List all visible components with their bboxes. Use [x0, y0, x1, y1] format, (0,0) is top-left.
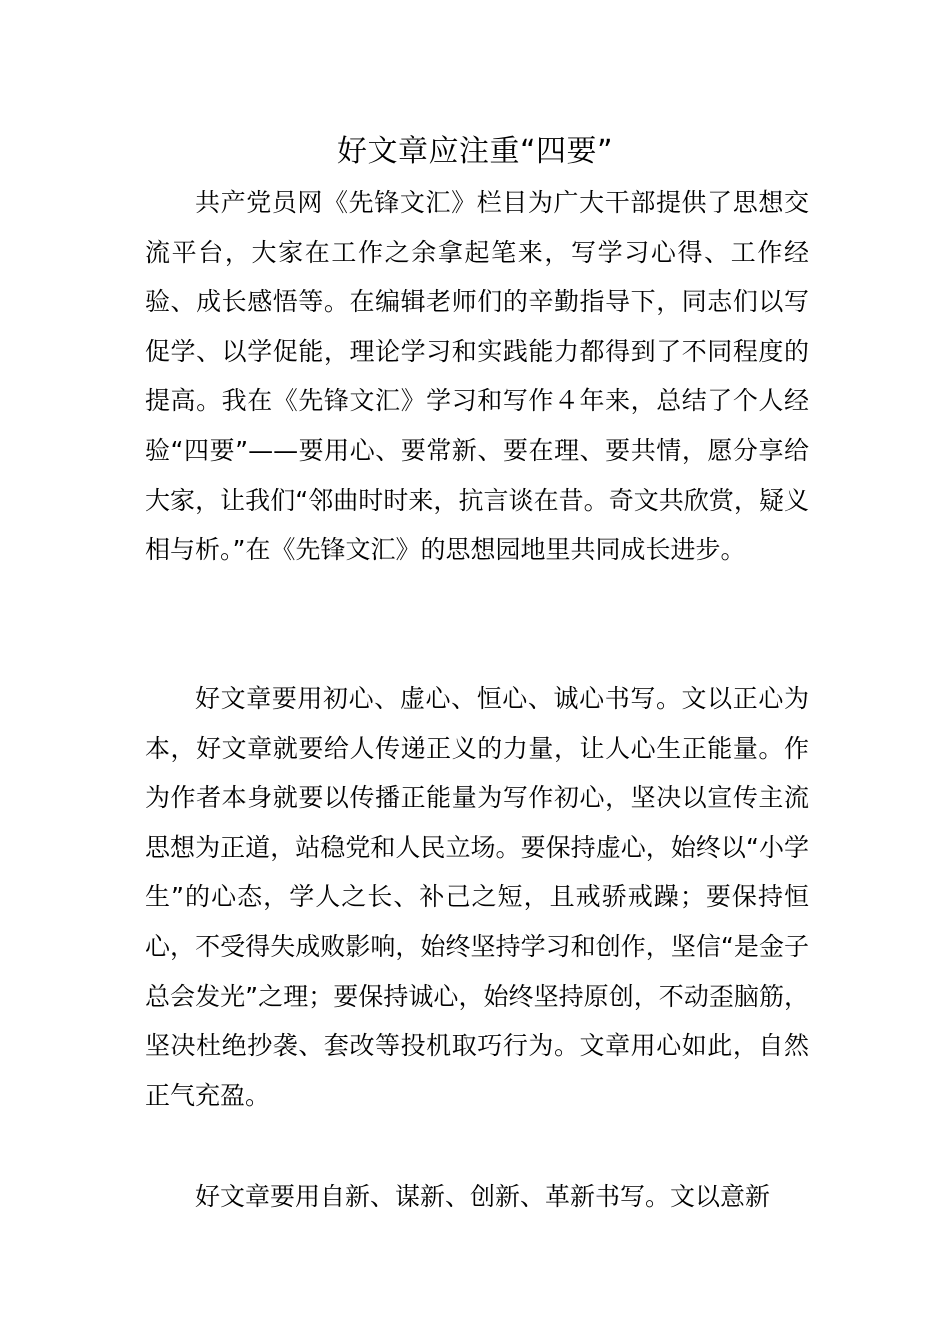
- paragraph-intro: 共产党员网《先锋文汇》栏目为广大干部提供了思想交流平台，大家在工作之余拿起笔来，写学习心得、工作经验、成长感悟等。在编辑老师们的辛勤指导下，同志们以写促学、以学促能，理论学习和实践能力都得到了不同程度的提高。我在《先锋文汇》学习和写作４年来，总结了个人经验“四要”——要用心、要常新、要在理、要共情，愿分享给大家，让我们“邻曲时时来，抗言谈在昔。奇文共欣赏，疑义相与析。”在《先锋文汇》的思想园地里共同成长进步。: [145, 188, 809, 565]
- paragraph-heart: 好文章要用初心、虚心、恒心、诚心书写。文以正心为本，好文章就要给人传递正义的力量，让人心生正能量。作为作者本身就要以传播正能量为写作初心，坚决以宣传主流思想为正道，站稳党和人民立场。要保持虚心，始终以“小学生”的心态，学人之长、补己之短，且戒骄戒躁；要保持恒心，不受得失成败影响，始终坚持学习和创作，坚信“是金子总会发光”之理；要保持诚心，始终坚持原创，不动歪脑筋，坚决杜绝抄袭、套改等投机取巧行为。文章用心如此，自然正气充盈。: [145, 684, 809, 1110]
- document-title: 好文章应注重“四要”: [336, 134, 614, 169]
- paragraph-innovation: 好文章要用自新、谋新、创新、革新书写。文以意新: [195, 1182, 771, 1211]
